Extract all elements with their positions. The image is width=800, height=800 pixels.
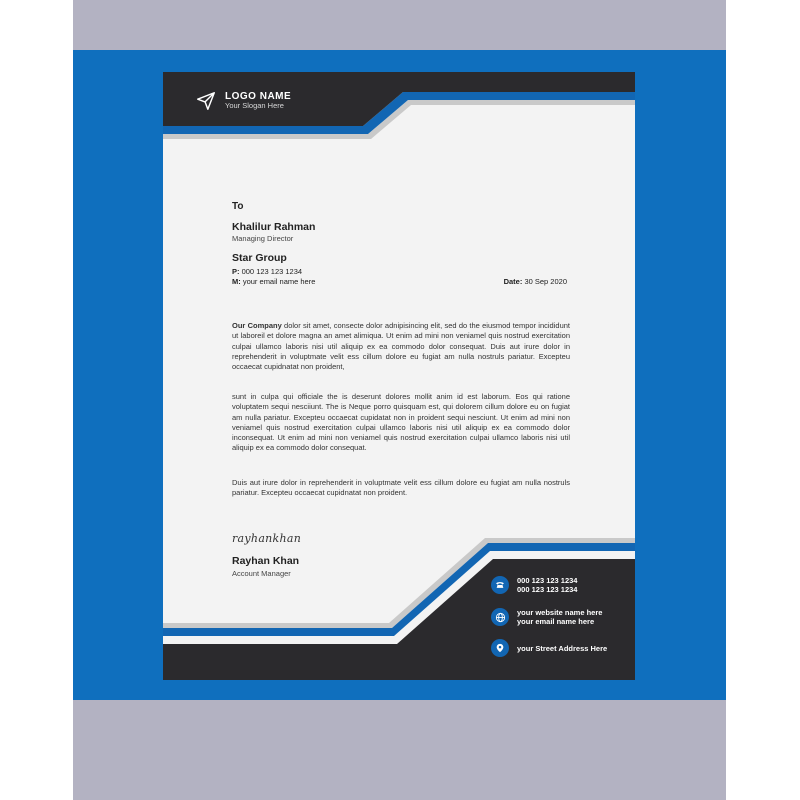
telephone-icon — [491, 576, 509, 594]
letterhead-sheet — [163, 72, 635, 680]
paper-plane-icon — [195, 90, 217, 112]
phone-label: P: — [232, 267, 240, 276]
paragraph-1-text: dolor sit amet, consecte dolor adnipisincing elit, sed do the eiusmod tempor incididunt ut laboreil et dolore magna an amet alimiqua. Ut enim ad mini non veniamel quis nostrud exercitation culpai ullamco laboris nisi util aliquip ex ea commodo dolor consequat. Duis aut irure dolor in reprehenderit in voluptmate velit ess cillum dolore eu fugiat am nulla nostruls pariatur. Excepteu occaecat cupidnatat non proident, — [232, 321, 570, 372]
sender-role: Account Manager — [232, 569, 291, 578]
recipient-email — [232, 277, 315, 286]
footer-address-row — [491, 639, 607, 657]
signature: rayhankhan — [232, 532, 302, 545]
phone-value: 000 123 123 1234 — [241, 267, 303, 276]
footer-email: your email name here — [517, 617, 595, 626]
logo-name: LOGO NAME — [225, 91, 292, 103]
recipient-role: Managing Director — [232, 234, 294, 243]
footer-phone-row — [491, 576, 577, 594]
logo-slogan: Your Slogan Here — [225, 101, 284, 111]
body-paragraph-1 — [232, 321, 570, 372]
recipient-phone — [232, 267, 302, 276]
company-name: Star Group — [232, 252, 287, 264]
email-label: M: — [232, 277, 241, 286]
date-value: 30 Sep 2020 — [524, 277, 567, 286]
email-value: your email name here — [242, 277, 316, 286]
date-label: Date: — [503, 277, 523, 286]
footer-phone-2: 000 123 123 1234 — [517, 585, 578, 594]
body-paragraph-3: Duis aut irure dolor in reprehenderit in voluptmate velit ess cillum dolore eu fugiat am nulla nostruls pariatur. Excepteu occaecat cupidnatat non proident. — [232, 478, 570, 498]
globe-icon — [491, 608, 509, 626]
recipient-name: Khalilur Rahman — [232, 221, 316, 233]
body-paragraph-2: sunt in culpa qui officiale the is deserunt dolores mollit anim id est laborum. Eos qui ratione voluptatem sequi nesciiunt. The is Neque porro quisquam est, qui dolorem cillum dolore eu on fugiat am nulla pariatur. Excepteu occaecat cupidatat non in proident sequi nesciunt. Ut enim ad mini non veniamel quis nostrud exercitation culpai ullamco laboris nisi util aliquip ex ea commodo dolor inconsequat. Ut enim ad mini non veniamel quis nostrud exercitation culpai ullamco laboris nisi util aliquip ex ea commodo dolor consequat. — [232, 392, 570, 453]
footer-web-row — [491, 608, 602, 626]
letter-date — [504, 277, 567, 286]
logo — [195, 90, 291, 112]
footer-address: your Street Address Here — [517, 643, 608, 653]
company-lead: Our Company — [232, 321, 282, 330]
sender-name: Rayhan Khan — [232, 555, 300, 567]
to-label: To — [232, 201, 244, 212]
footer-website: your website name here — [517, 608, 603, 617]
location-pin-icon — [491, 639, 509, 657]
footer-phone-1: 000 123 123 1234 — [517, 576, 578, 585]
